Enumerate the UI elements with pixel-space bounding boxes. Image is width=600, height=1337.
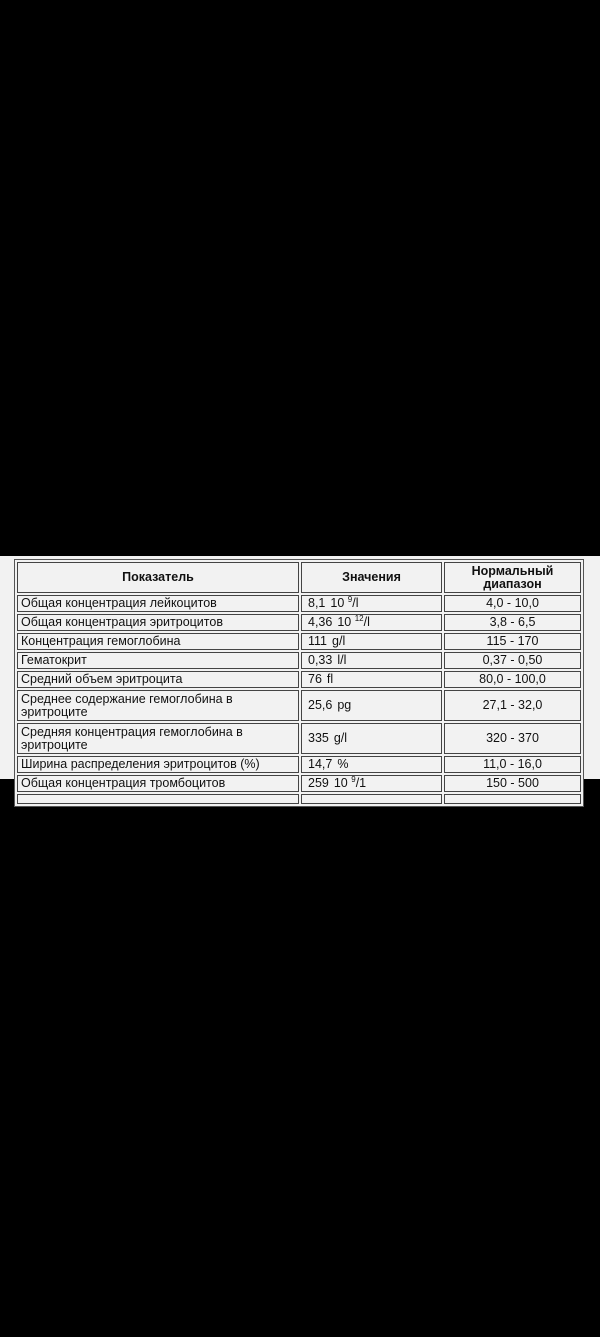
- normal-range: 150 - 500: [444, 775, 581, 792]
- indicator-value: [301, 633, 442, 650]
- table-row-cut-off: [17, 794, 581, 804]
- indicator-value: [301, 614, 442, 631]
- value-number: 335: [308, 731, 329, 745]
- indicator-name: Общая концентрация эритроцитов: [17, 614, 299, 631]
- value-unit-suffix: /1: [355, 776, 367, 790]
- header-normal-range-line2: диапазон: [483, 576, 542, 591]
- indicator-value: [301, 652, 442, 669]
- indicator-value: [301, 690, 442, 721]
- value-number: 8,1: [308, 596, 326, 610]
- indicator-value: [301, 775, 442, 792]
- value-unit-exponent: 12: [354, 614, 364, 623]
- value-unit-suffix: /l: [363, 615, 370, 629]
- value-unit: %: [337, 757, 349, 771]
- indicator-name: Средний объем эритроцита: [17, 671, 299, 688]
- table-row: [17, 775, 581, 792]
- table-row: [17, 756, 581, 773]
- indicator-value: [301, 595, 442, 612]
- table-row: [17, 671, 581, 688]
- normal-range: 11,0 - 16,0: [444, 756, 581, 773]
- header-indicator: Показатель: [17, 562, 299, 593]
- indicator-name: Общая концентрация лейкоцитов: [17, 595, 299, 612]
- value-number: 76: [308, 672, 322, 686]
- value-number: 111: [308, 634, 328, 648]
- value-unit: fl: [326, 672, 334, 686]
- indicator-name: [17, 723, 299, 754]
- value-number: 4,36: [308, 615, 333, 629]
- indicator-name: [17, 690, 299, 721]
- header-normal-range-line1: Нормальный: [471, 563, 554, 578]
- indicator-name-line1: Среднее содержание гемоглобина в: [21, 691, 233, 706]
- value-number: 259: [308, 776, 329, 790]
- value-unit: 10: [333, 776, 348, 790]
- table-row: [17, 690, 581, 721]
- value-unit: 10: [337, 615, 352, 629]
- value-unit-suffix: /l: [352, 596, 359, 610]
- table-header-row: [17, 562, 581, 593]
- header-normal-range: [444, 562, 581, 593]
- normal-range: 3,8 - 6,5: [444, 614, 581, 631]
- table-row: [17, 652, 581, 669]
- indicator-value: [301, 723, 442, 754]
- value-number: 25,6: [308, 698, 333, 712]
- value-unit: l/l: [337, 653, 347, 667]
- cut-off-cell: [301, 794, 442, 804]
- table-row: [17, 633, 581, 650]
- value-number: 0,33: [308, 653, 333, 667]
- table-row: [17, 614, 581, 631]
- value-unit-exponent: 9: [347, 595, 353, 604]
- blood-test-table: [14, 559, 584, 807]
- value-unit: g/l: [332, 634, 346, 648]
- normal-range: 27,1 - 32,0: [444, 690, 581, 721]
- value-unit-exponent: 9: [351, 775, 356, 784]
- value-unit: g/l: [333, 731, 348, 745]
- normal-range: 320 - 370: [444, 723, 581, 754]
- value-unit: pg: [337, 698, 352, 712]
- indicator-name: Общая концентрация тромбоцитов: [17, 775, 299, 792]
- indicator-value: [301, 671, 442, 688]
- indicator-value: [301, 756, 442, 773]
- table-row: [17, 595, 581, 612]
- value-number: 14,7: [308, 757, 333, 771]
- photo-of-lab-results: [0, 556, 600, 790]
- normal-range: 0,37 - 0,50: [444, 652, 581, 669]
- normal-range: 4,0 - 10,0: [444, 595, 581, 612]
- cut-off-cell: [17, 794, 299, 804]
- header-values: Значения: [301, 562, 442, 593]
- value-unit: 10: [330, 596, 345, 610]
- normal-range: 80,0 - 100,0: [444, 671, 581, 688]
- indicator-name-line2: эритроците: [21, 737, 88, 752]
- indicator-name: Концентрация гемоглобина: [17, 633, 299, 650]
- indicator-name-line2: эритроците: [21, 704, 88, 719]
- cut-off-cell: [444, 794, 581, 804]
- indicator-name: Гематокрит: [17, 652, 299, 669]
- normal-range: 115 - 170: [444, 633, 581, 650]
- table-row: [17, 723, 581, 754]
- indicator-name: Ширина распределения эритроцитов (%): [17, 756, 299, 773]
- indicator-name-line1: Средняя концентрация гемоглобина в: [21, 724, 243, 739]
